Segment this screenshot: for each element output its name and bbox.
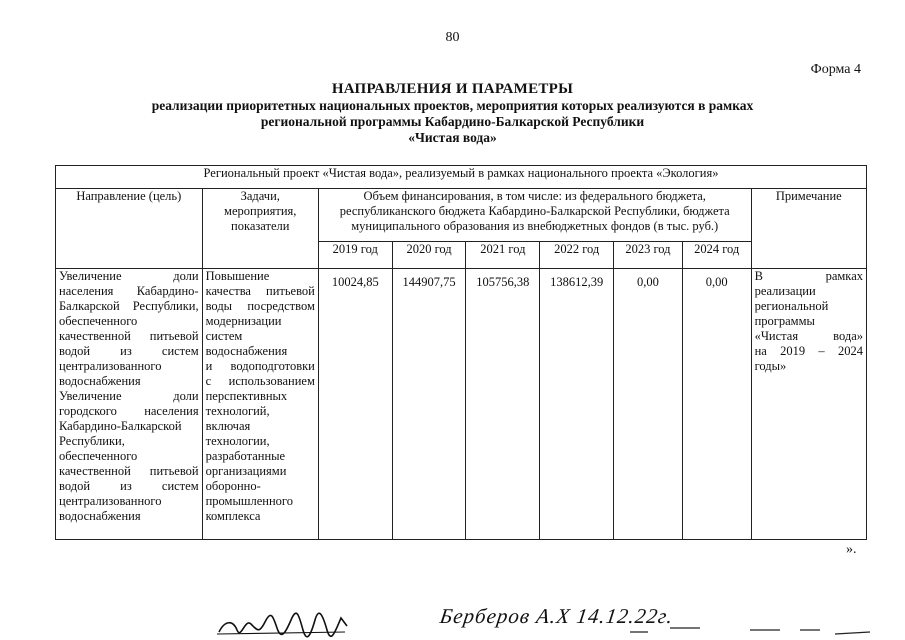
page-number: 80	[445, 30, 460, 45]
tasks-line: систем	[205, 329, 243, 343]
tasks-line: промышленного	[205, 494, 293, 508]
note-line: программы	[754, 314, 815, 328]
tasks-line: водоснабжения	[205, 344, 288, 358]
handwritten-note: Берберов А.Х 14.12.22г.	[438, 604, 676, 628]
direction-line: Увеличение доли	[59, 269, 199, 283]
direction-line: Балкарской Республики,	[59, 299, 199, 313]
tasks-cell	[202, 269, 318, 540]
note-line: региональной	[754, 299, 829, 313]
direction-line: населения Кабардино-	[59, 284, 199, 298]
tasks-line: с использованием	[205, 374, 315, 388]
tasks-line: качества питьевой	[205, 284, 315, 298]
note-line: «Чистая вода»	[754, 329, 863, 343]
header-tasks	[202, 189, 318, 269]
direction-line: водоснабжения	[59, 374, 141, 388]
tasks-line: разработанные	[205, 449, 286, 463]
direction-line: качественной питьевой	[59, 329, 199, 343]
year-header: 2021 год	[466, 242, 540, 269]
direction-line: водоснабжения	[59, 509, 141, 523]
year-header: 2024 год	[682, 242, 751, 269]
tasks-line: перспективных	[205, 389, 288, 403]
direction-line: качественной питьевой	[59, 464, 199, 478]
year-header: 2022 год	[540, 242, 614, 269]
year-header: 2019 год	[318, 242, 392, 269]
value-2019: 10024,85	[318, 269, 392, 540]
direction-line: городского населения	[59, 404, 199, 418]
tasks-line: оборонно-	[205, 479, 261, 493]
tasks-line: технологии,	[205, 434, 270, 448]
tasks-line: включая	[205, 419, 251, 433]
header-funding-line: республиканского бюджета Кабардино-Балкарской Республики, бюджета	[339, 204, 730, 218]
header-tasks-line: Задачи,	[240, 189, 280, 203]
value-2024: 0,00	[682, 269, 751, 540]
header-note: Примечание	[751, 189, 866, 269]
note-line: реализации	[754, 284, 816, 298]
signature-image	[215, 612, 355, 638]
tasks-line: модернизации	[205, 314, 282, 328]
header-funding	[318, 189, 751, 242]
parameters-table	[55, 165, 867, 540]
header-funding-line: муниципального образования из внебюджетных фондов (в тыс. руб.)	[351, 219, 719, 233]
direction-line: централизованного	[59, 494, 162, 508]
tasks-line: технологий,	[205, 404, 270, 418]
tasks-line: Повышение	[205, 269, 270, 283]
program-name: «Чистая вода»	[408, 130, 497, 145]
year-header: 2023 год	[614, 242, 683, 269]
closing-quote: ».	[846, 542, 857, 557]
document-title: НАПРАВЛЕНИЯ И ПАРАМЕТРЫ	[331, 81, 574, 97]
year-header: 2020 год	[392, 242, 466, 269]
direction-line: водой из систем	[59, 479, 199, 493]
note-line: В рамках	[754, 269, 863, 283]
direction-line: Увеличение доли	[59, 389, 199, 403]
tasks-line: воды посредством	[205, 299, 315, 313]
direction-line: обеспеченного	[59, 449, 138, 463]
underline-marks	[630, 610, 880, 638]
value-2020: 144907,75	[392, 269, 466, 540]
value-2021: 105756,38	[466, 269, 540, 540]
document-subtitle-line1: реализации приоритетных национальных проектов, мероприятия которых реализуются в рамках	[151, 98, 754, 113]
direction-line: Республики,	[59, 434, 125, 448]
direction-line: водой из систем	[59, 344, 199, 358]
note-cell	[751, 269, 866, 540]
direction-cell	[56, 269, 203, 540]
form-label: Форма 4	[810, 62, 861, 77]
header-tasks-line: мероприятия,	[224, 204, 297, 218]
direction-line: обеспеченного	[59, 314, 138, 328]
table-row	[56, 269, 867, 540]
note-line: на 2019 – 2024	[754, 344, 863, 358]
document-subtitle-line2: региональной программы Кабардино-Балкарской Республики	[260, 114, 645, 129]
project-row	[56, 166, 867, 189]
header-row	[56, 189, 867, 242]
tasks-line: комплекса	[205, 509, 261, 523]
title-block	[40, 80, 865, 146]
tasks-line: и водоподготовки	[205, 359, 315, 373]
direction-line: централизованного	[59, 359, 162, 373]
note-line: годы»	[754, 359, 787, 373]
tasks-line: организациями	[205, 464, 287, 478]
header-tasks-line: показатели	[231, 219, 290, 233]
project-title-cell: Региональный проект «Чистая вода», реализуемый в рамках национального проекта «Экология»	[56, 166, 867, 189]
value-2023: 0,00	[614, 269, 683, 540]
value-2022: 138612,39	[540, 269, 614, 540]
header-direction: Направление (цель)	[56, 189, 203, 269]
direction-line: Кабардино-Балкарской	[59, 419, 182, 433]
header-funding-line: Объем финансирования, в том числе: из федерального бюджета,	[363, 189, 706, 203]
